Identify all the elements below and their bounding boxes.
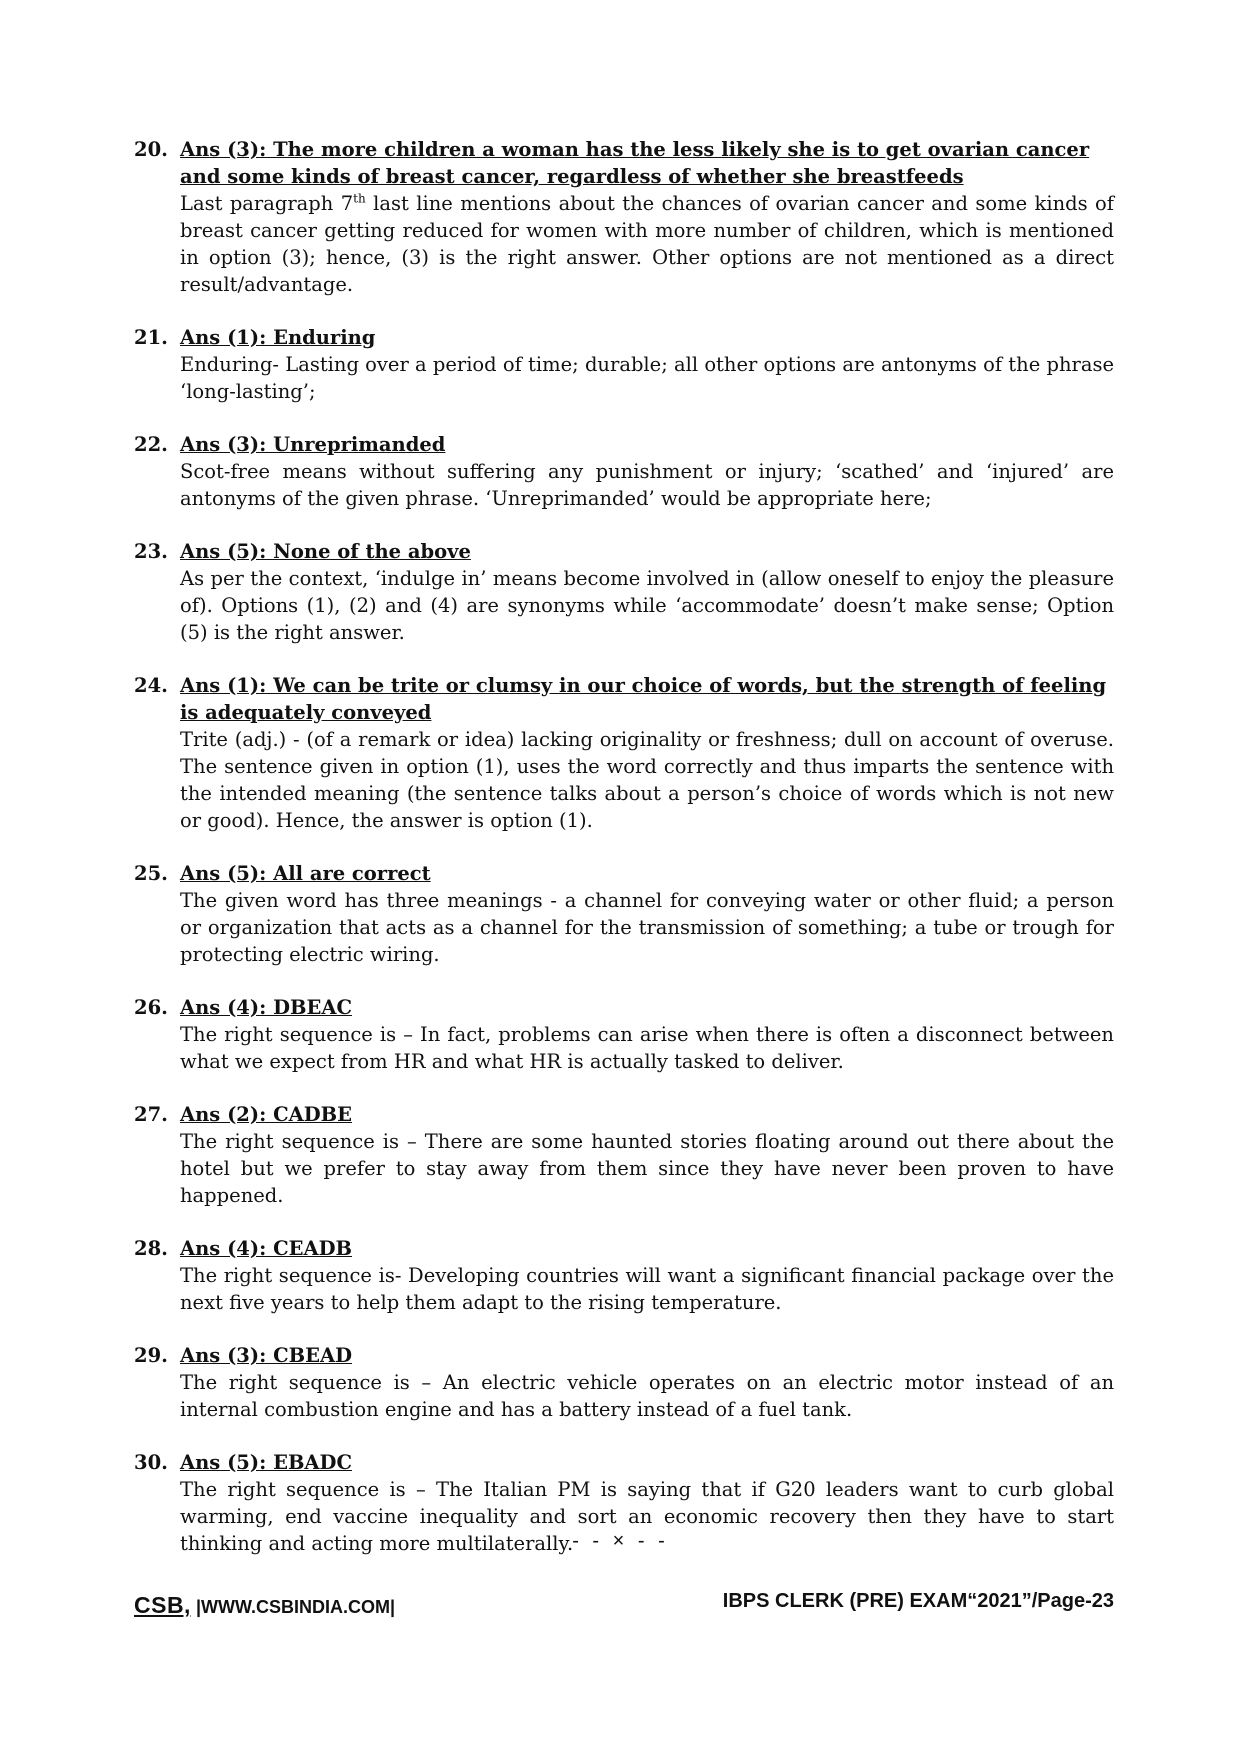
csb-logo-text: CSB, xyxy=(134,1592,191,1618)
answer-explanation: The right sequence is- Developing countries will want a significant financial package over the next five years to help them adapt to the rising temperature. xyxy=(180,1264,1114,1314)
question-number: 30. xyxy=(134,1451,168,1474)
question-number: 20. xyxy=(134,138,168,161)
answer-explanation: Trite (adj.) - (of a remark or idea) lacking originality or freshness; dull on account of overuse. The sentence given in option (1), uses the word correctly and thus imparts the sentence with the intended meaning (the sentence talks about a person’s choice of words which is not new or good). Hence, the answer is option (1). xyxy=(180,728,1114,832)
answer-explanation: The right sequence is – The Italian PM is saying that if G20 leaders want to curb global warming, end vaccine inequality and sort an economic recovery then they have to start thinking and acting more multilaterally. xyxy=(180,1478,1114,1555)
question-number: 27. xyxy=(134,1103,168,1126)
explanation-text: last line mentions about the chances of ovarian cancer and some kinds of breast cancer getting reduced for women with more number of children, which is mentioned in option (3); hence, (3) is the right answer. Other options are not mentioned as a direct result/advantage. xyxy=(180,192,1115,296)
question-number: 23. xyxy=(134,540,168,563)
footer-website: |WWW.CSBINDIA.COM| xyxy=(190,1597,395,1617)
answer-explanation: As per the context, ‘indulge in’ means become involved in (allow oneself to enjoy the pleasure of). Options (1), (2) and (4) are synonyms while ‘accommodate’ doesn’t make sense; Option (5) is the right answer. xyxy=(180,567,1114,644)
answer-list xyxy=(134,136,1114,1583)
answer-item-25 xyxy=(134,860,1114,968)
answer-explanation: The right sequence is – An electric vehicle operates on an electric motor instead of an internal combustion engine and has a battery instead of a fuel tank. xyxy=(180,1371,1114,1421)
question-number: 29. xyxy=(134,1344,168,1367)
answer-item-28 xyxy=(134,1235,1114,1316)
answer-explanation xyxy=(180,190,1114,298)
answer-item-26 xyxy=(134,994,1114,1075)
answer-item-21 xyxy=(134,324,1114,405)
answer-heading: Ans (3): The more children a woman has the less likely she is to get ovarian cancer and some kinds of breast cancer, regardless of whether she breastfeeds xyxy=(180,138,1090,188)
question-number: 25. xyxy=(134,862,168,885)
answer-item-20 xyxy=(134,136,1114,298)
answer-item-27 xyxy=(134,1101,1114,1209)
answer-explanation: Enduring- Lasting over a period of time; durable; all other options are antonyms of the phrase ‘long-lasting’; xyxy=(180,353,1114,403)
answer-item-22 xyxy=(134,431,1114,512)
question-number: 28. xyxy=(134,1237,168,1260)
superscript: th xyxy=(353,191,366,206)
answer-heading: Ans (3): Unreprimanded xyxy=(180,433,446,456)
footer-brand xyxy=(134,1592,395,1619)
answer-heading: Ans (1): Enduring xyxy=(180,326,376,349)
question-number: 21. xyxy=(134,326,168,349)
answer-item-29 xyxy=(134,1342,1114,1423)
footer-exam-page: IBPS CLERK (PRE) EXAM“2021”/Page-23 xyxy=(722,1590,1114,1612)
answer-heading: Ans (1): We can be trite or clumsy in our choice of words, but the strength of feeling is adequately conveyed xyxy=(180,674,1107,724)
answer-heading: Ans (5): All are correct xyxy=(180,862,431,885)
question-number: 24. xyxy=(134,674,168,697)
answer-heading: Ans (3): CBEAD xyxy=(180,1344,352,1367)
explanation-text: Last paragraph 7 xyxy=(180,192,354,215)
answer-explanation: The right sequence is – There are some haunted stories floating around out there about the hotel but we prefer to stay away from them since they have never been proven to have happened. xyxy=(180,1130,1114,1207)
answer-heading: Ans (2): CADBE xyxy=(180,1103,352,1126)
answer-explanation: Scot-free means without suffering any punishment or injury; ‘scathed’ and ‘injured’ are antonyms of the given phrase. ‘Unreprimanded’ would be appropriate here; xyxy=(180,460,1114,510)
answer-explanation: The right sequence is – In fact, problems can arise when there is often a disconnect between what we expect from HR and what HR is actually tasked to deliver. xyxy=(180,1023,1114,1073)
answer-heading: Ans (5): None of the above xyxy=(180,540,471,563)
answer-heading: Ans (4): DBEAC xyxy=(180,996,352,1019)
answer-heading: Ans (4): CEADB xyxy=(180,1237,352,1260)
answer-explanation: The given word has three meanings - a channel for conveying water or other fluid; a person or organization that acts as a channel for the transmission of something; a tube or trough for protecting electric wiring. xyxy=(180,889,1114,966)
answer-item-24 xyxy=(134,672,1114,834)
page-footer xyxy=(134,1590,1114,1624)
question-number: 22. xyxy=(134,433,168,456)
answer-item-23 xyxy=(134,538,1114,646)
end-of-section-mark: - - × - - xyxy=(572,1530,669,1552)
question-number: 26. xyxy=(134,996,168,1019)
answer-heading: Ans (5): EBADC xyxy=(180,1451,352,1474)
